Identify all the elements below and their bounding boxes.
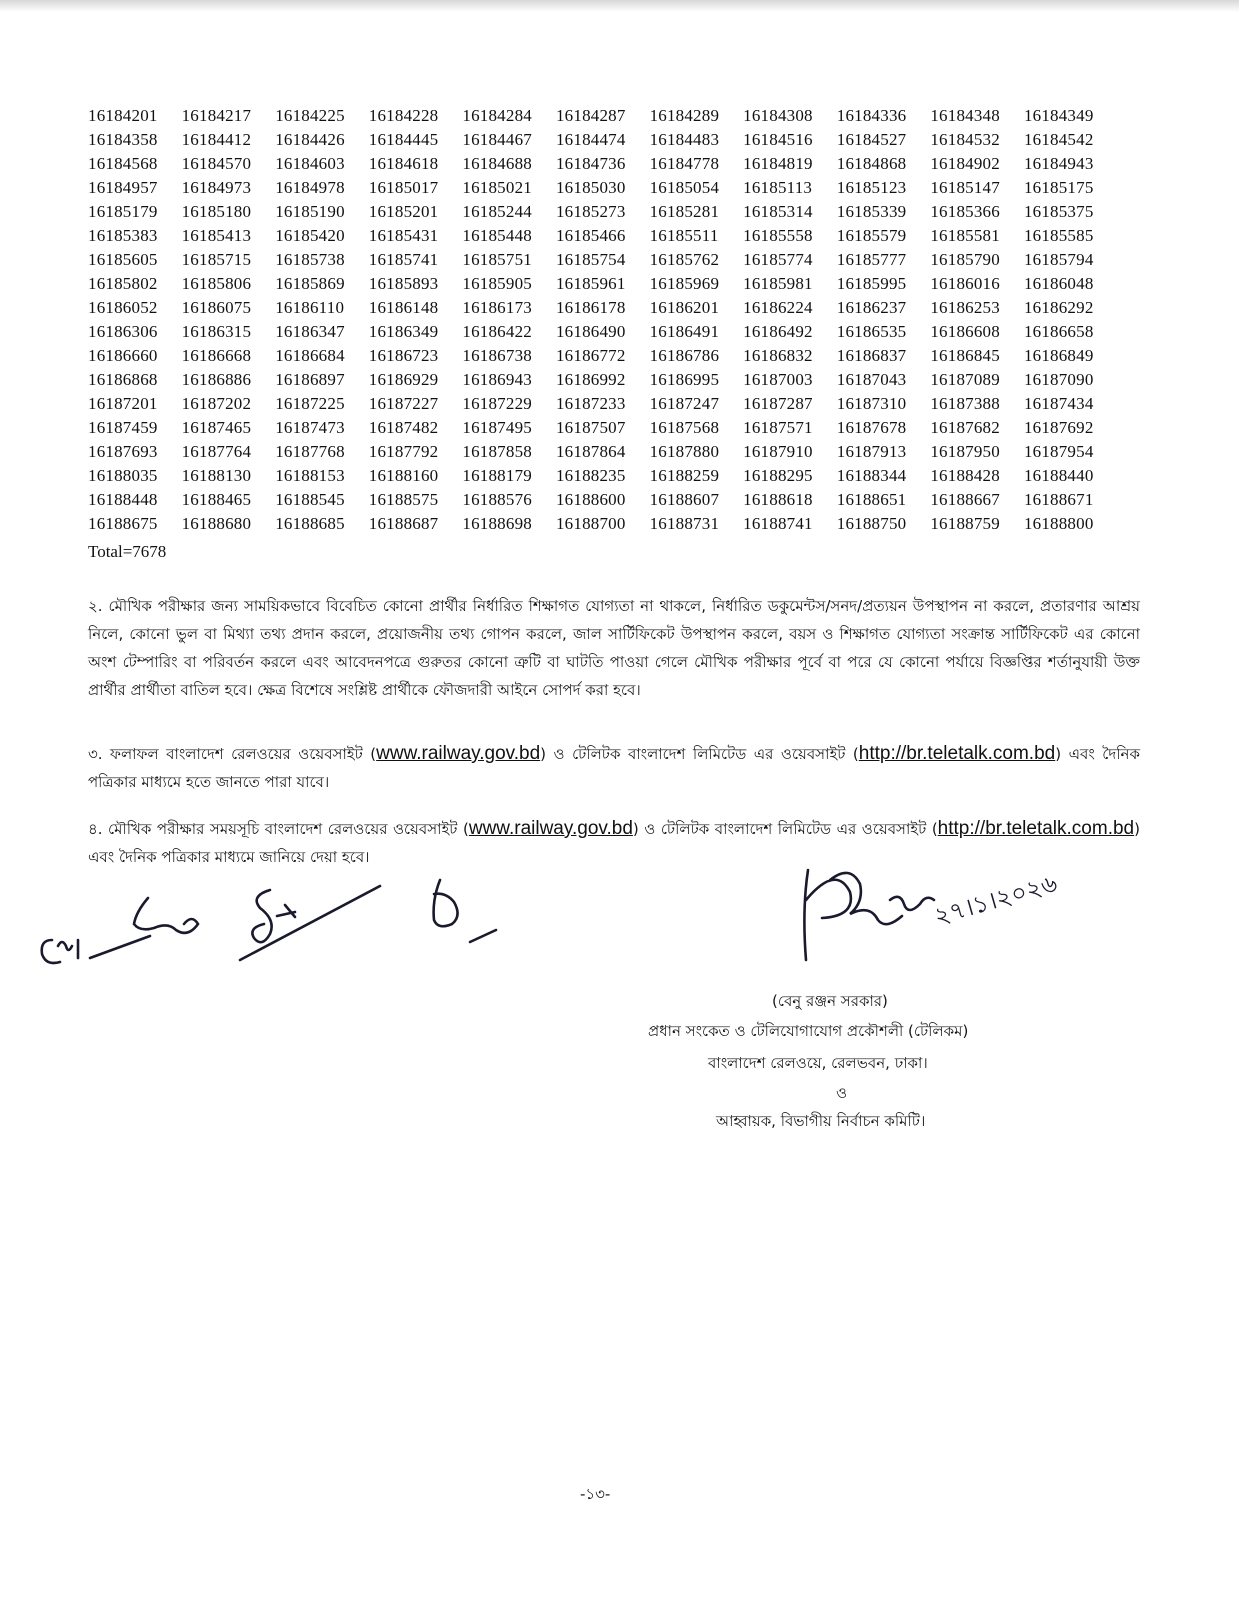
roll-number: 16185179 (88, 202, 158, 221)
roll-number: 16187229 (462, 394, 532, 413)
roll-number: 16188440 (1023, 466, 1094, 485)
roll-number: 16188259 (649, 466, 720, 485)
roll-number: 16186684 (275, 346, 345, 365)
roll-number: 16187225 (275, 394, 345, 413)
roll-number: 16186886 (181, 370, 252, 389)
roll-number: 16187089 (930, 370, 1000, 389)
roll-number: 16187287 (743, 394, 813, 413)
roll-number: 16188675 (88, 514, 158, 533)
roll-number: 16188671 (1023, 490, 1094, 509)
roll-number: 16187880 (649, 442, 720, 461)
roll-number: 16184532 (930, 130, 1000, 149)
roll-number: 16184570 (181, 154, 252, 173)
signatory-and: ও (836, 1084, 848, 1102)
roll-number: 16188448 (88, 490, 158, 509)
roll-number: 16186992 (555, 370, 626, 389)
roll-number: 16184603 (275, 154, 345, 173)
roll-number: 16184819 (743, 154, 813, 173)
roll-number: 16187459 (88, 418, 158, 437)
roll-number: 16185790 (930, 250, 1000, 269)
roll-number: 16185754 (555, 250, 626, 269)
roll-number: 16185511 (649, 226, 719, 245)
roll-number: 16186253 (930, 298, 1000, 317)
teletalk-website-link[interactable]: http://br.teletalk.com.bd (858, 743, 1056, 764)
roll-number: 16186660 (88, 346, 158, 365)
roll-number: 16186292 (1023, 298, 1094, 317)
roll-number: 16187465 (181, 418, 252, 437)
roll-number: 16187482 (368, 418, 439, 437)
roll-number: 16186173 (462, 298, 532, 317)
roll-number: 16188698 (462, 514, 532, 533)
roll-number: 16185961 (555, 274, 626, 293)
roll-number: 16188731 (649, 514, 720, 533)
roll-number: 16185314 (743, 202, 813, 221)
roll-number: 16185806 (181, 274, 252, 293)
signatory-name: (বেনু রঞ্জন সরকার) (772, 992, 888, 1010)
paragraph-3 (88, 740, 1140, 796)
signatory-role: আহ্বায়ক, বিভাগীয় নির্বাচন কমিটি। (716, 1112, 926, 1130)
roll-number: 16187913 (836, 442, 907, 461)
roll-number: 16187247 (649, 394, 720, 413)
signatory-title: প্রধান সংকেত ও টেলিযোগাযোগ প্রকৌশলী (টেলিকম) (648, 1022, 969, 1040)
roll-number: 16188545 (275, 490, 345, 509)
roll-number: 16185054 (649, 178, 720, 197)
roll-number: 16185190 (275, 202, 345, 221)
roll-number: 16187910 (743, 442, 813, 461)
roll-number: 16186738 (462, 346, 532, 365)
roll-number: 16187682 (930, 418, 1000, 437)
roll-number: 16185995 (836, 274, 907, 293)
roll-number: 16185448 (462, 226, 532, 245)
roll-number: 16186491 (649, 322, 720, 341)
roll-number: 16184973 (181, 178, 252, 197)
roll-number: 16188700 (555, 514, 626, 533)
roll-number: 16184445 (368, 130, 439, 149)
roll-number: 16187792 (368, 442, 439, 461)
roll-number: 16185777 (836, 250, 907, 269)
scan-edge (0, 0, 1239, 12)
roll-number: 16187227 (368, 394, 439, 413)
roll-number: 16187507 (555, 418, 626, 437)
roll-number: 16185466 (555, 226, 626, 245)
roll-number: 16188576 (462, 490, 532, 509)
roll-number: 16188160 (368, 466, 439, 485)
roll-number: 16186772 (555, 346, 626, 365)
paragraph-4-middle: ) ও টেলিটক বাংলাদেশ লিমিটেড এর ওয়েবসাইট ( (632, 820, 938, 838)
roll-number: 16187568 (649, 418, 720, 437)
roll-number: 16186849 (1023, 346, 1094, 365)
roll-number: 16186668 (181, 346, 252, 365)
committee-signatures (30, 870, 530, 980)
roll-number: 16187678 (836, 418, 907, 437)
roll-number: 16188465 (181, 490, 252, 509)
roll-number: 16186868 (88, 370, 158, 389)
roll-number: 16186995 (649, 370, 720, 389)
roll-number: 16184412 (181, 130, 252, 149)
roll-number: 16186929 (368, 370, 439, 389)
roll-number: 16185579 (836, 226, 907, 245)
paragraph-3-suffix: ) এবং দৈনিক পত্রিকার মাধ্যমে হতে জানতে পারা যাবে। (88, 745, 1140, 791)
roll-number: 16188035 (88, 466, 158, 485)
roll-number: 16187693 (88, 442, 158, 461)
roll-number: 16187233 (555, 394, 626, 413)
roll-number: 16187310 (836, 394, 907, 413)
roll-number: 16186315 (181, 322, 252, 341)
roll-number: 16187764 (181, 442, 252, 461)
roll-number: 16186943 (462, 370, 532, 389)
roll-number: 16185794 (1023, 250, 1094, 269)
roll-number: 16187954 (1023, 442, 1094, 461)
teletalk-website-link-2[interactable]: http://br.teletalk.com.bd (937, 818, 1135, 839)
roll-number: 16184902 (930, 154, 1000, 173)
roll-number: 16187692 (1023, 418, 1094, 437)
roll-number: 16187202 (181, 394, 252, 413)
roll-number: 16186201 (649, 298, 720, 317)
roll-number: 16184688 (462, 154, 532, 173)
roll-number: 16185413 (181, 226, 252, 245)
roll-number: 16185017 (368, 178, 439, 197)
roll-number: 16186237 (836, 298, 907, 317)
roll-number: 16184201 (88, 106, 158, 125)
roll-number: 16186845 (930, 346, 1000, 365)
roll-number: 16184467 (462, 130, 532, 149)
roll-number: 16185585 (1023, 226, 1094, 245)
roll-number: 16188600 (555, 490, 626, 509)
signatory-office: বাংলাদেশ রেলওয়ে, রেলভবন, ঢাকা। (708, 1054, 928, 1072)
roll-number: 16188680 (181, 514, 252, 533)
roll-number: 16185869 (275, 274, 345, 293)
roll-number: 16184358 (88, 130, 158, 149)
roll-number: 16186052 (88, 298, 158, 317)
roll-number: 16186178 (555, 298, 626, 317)
roll-number: 16185244 (462, 202, 532, 221)
roll-number: 16185383 (88, 226, 158, 245)
roll-number: 16184308 (743, 106, 813, 125)
roll-number: 16184349 (1023, 106, 1094, 125)
roll-number: 16186075 (181, 298, 252, 317)
roll-number: 16184568 (88, 154, 158, 173)
roll-number: 16185741 (368, 250, 439, 269)
roll-number: 16187003 (743, 370, 813, 389)
roll-number: 16184542 (1023, 130, 1094, 149)
roll-number: 16187495 (462, 418, 532, 437)
roll-number-grid (88, 104, 1158, 536)
roll-number: 16185802 (88, 274, 158, 293)
roll-number: 16184474 (555, 130, 626, 149)
roll-number: 16188235 (555, 466, 626, 485)
roll-number: 16188575 (368, 490, 439, 509)
roll-number: 16185981 (743, 274, 813, 293)
roll-number: 16185751 (462, 250, 532, 269)
roll-number: 16184228 (368, 106, 439, 125)
roll-number: 16187043 (836, 370, 907, 389)
roll-number: 16188344 (836, 466, 907, 485)
roll-number: 16184217 (181, 106, 252, 125)
roll-number: 16186897 (275, 370, 345, 389)
roll-number: 16186110 (275, 298, 345, 317)
roll-number: 16185431 (368, 226, 439, 245)
roll-number: 16185175 (1023, 178, 1094, 197)
roll-number: 16188667 (930, 490, 1000, 509)
roll-number: 16188428 (930, 466, 1000, 485)
roll-number: 16187858 (462, 442, 532, 461)
roll-number: 16186016 (930, 274, 1000, 293)
roll-number: 16188618 (743, 490, 813, 509)
roll-number: 16188800 (1023, 514, 1094, 533)
roll-number: 16187571 (743, 418, 813, 437)
roll-number: 16186837 (836, 346, 907, 365)
roll-number: 16185375 (1023, 202, 1094, 221)
roll-number: 16185147 (930, 178, 1000, 197)
roll-number: 16187473 (275, 418, 345, 437)
roll-number: 16185201 (368, 202, 439, 221)
roll-number: 16186347 (275, 322, 345, 341)
roll-number: 16187201 (88, 394, 158, 413)
roll-number: 16188295 (743, 466, 813, 485)
roll-number: 16188179 (462, 466, 532, 485)
roll-number: 16184978 (275, 178, 345, 197)
paragraph-3-prefix: ৩. ফলাফল বাংলাদেশ রেলওয়ের ওয়েবসাইট ( (88, 745, 377, 763)
roll-number: 16184287 (555, 106, 626, 125)
page-number: -১৩- (580, 1485, 611, 1503)
roll-number: 16186608 (930, 322, 1000, 341)
roll-number: 16186148 (368, 298, 439, 317)
roll-number: 16185715 (181, 250, 252, 269)
roll-number: 16186490 (555, 322, 626, 341)
roll-number: 16185905 (462, 274, 532, 293)
roll-number: 16185605 (88, 250, 158, 269)
roll-number: 16186349 (368, 322, 439, 341)
railway-website-link[interactable]: www.railway.gov.bd (376, 743, 541, 764)
roll-number: 16184225 (275, 106, 345, 125)
roll-number: 16184527 (836, 130, 907, 149)
roll-number: 16184289 (649, 106, 720, 125)
roll-number: 16184516 (743, 130, 813, 149)
roll-number: 16184778 (649, 154, 720, 173)
roll-number: 16188750 (836, 514, 907, 533)
roll-number: 16185581 (930, 226, 1000, 245)
roll-number: 16185738 (275, 250, 345, 269)
roll-number: 16187864 (555, 442, 626, 461)
roll-number: 16188685 (275, 514, 345, 533)
roll-number: 16186224 (743, 298, 813, 317)
roll-number: 16185180 (181, 202, 252, 221)
roll-number: 16184618 (368, 154, 439, 173)
roll-number: 16185339 (836, 202, 907, 221)
paragraph-4-prefix: ৪. মৌখিক পরীক্ষার সময়সূচি বাংলাদেশ রেলওয়ের ওয়েবসাইট ( (88, 820, 469, 838)
roll-number: 16186658 (1023, 322, 1094, 341)
roll-number: 16184348 (930, 106, 1000, 125)
roll-number: 16185420 (275, 226, 345, 245)
roll-number: 16186306 (88, 322, 158, 341)
roll-number: 16186422 (462, 322, 532, 341)
roll-number: 16184868 (836, 154, 907, 173)
paragraph-3-middle: ) ও টেলিটক বাংলাদেশ লিমিটেড এর ওয়েবসাইট ( (540, 745, 859, 763)
roll-number: 16187388 (930, 394, 1000, 413)
roll-number: 16185113 (743, 178, 813, 197)
roll-number: 16187950 (930, 442, 1000, 461)
roll-number: 16185021 (462, 178, 532, 197)
signature-date: ২৭।১।২০২৬ (931, 869, 1061, 931)
roll-number: 16187768 (275, 442, 345, 461)
roll-number: 16185366 (930, 202, 1000, 221)
roll-number: 16186048 (1023, 274, 1094, 293)
roll-number: 16188687 (368, 514, 439, 533)
roll-number: 16188759 (930, 514, 1000, 533)
total-count: Total=7678 (88, 542, 167, 561)
roll-number: 16185969 (649, 274, 720, 293)
roll-number: 16187434 (1023, 394, 1094, 413)
roll-number: 16185281 (649, 202, 720, 221)
roll-number: 16185123 (836, 178, 907, 197)
roll-number: 16185762 (649, 250, 720, 269)
roll-number: 16186832 (743, 346, 813, 365)
roll-number: 16185774 (743, 250, 813, 269)
roll-number: 16186492 (743, 322, 813, 341)
roll-number: 16188153 (275, 466, 345, 485)
roll-number: 16185558 (743, 226, 813, 245)
roll-number: 16184957 (88, 178, 158, 197)
paragraph-4-suffix: ) এবং দৈনিক পত্রিকার মাধ্যমে জানিয়ে দেয়া হবে। (88, 820, 1140, 866)
roll-number: 16188130 (181, 466, 252, 485)
roll-number: 16188651 (836, 490, 907, 509)
roll-number: 16184336 (836, 106, 907, 125)
roll-number: 16185893 (368, 274, 439, 293)
roll-number: 16186535 (836, 322, 907, 341)
roll-number: 16186786 (649, 346, 720, 365)
roll-number: 16188607 (649, 490, 720, 509)
roll-number: 16185030 (555, 178, 626, 197)
roll-number: 16185273 (555, 202, 626, 221)
roll-number: 16184483 (649, 130, 720, 149)
roll-number: 16184736 (555, 154, 626, 173)
roll-number: 16187090 (1023, 370, 1094, 389)
roll-number: 16184284 (462, 106, 532, 125)
roll-number: 16186723 (368, 346, 439, 365)
railway-website-link-2[interactable]: www.railway.gov.bd (468, 818, 633, 839)
roll-number: 16188741 (743, 514, 813, 533)
roll-number: 16184943 (1023, 154, 1094, 173)
roll-number: 16184426 (275, 130, 345, 149)
paragraph-2: ২. মৌখিক পরীক্ষার জন্য সাময়িকভাবে বিবেচিত কোনো প্রার্থীর নির্ধারিত শিক্ষাগত যোগ্যতা না থাকলে, নির্ধারিত ডকুমেন্টস/সনদ/প্রত্যয়ন উপস্থাপন না করলে, প্রতারণার আশ্রয় নিলে, কোনো ভুল বা মিথ্যা তথ্য প্রদান করলে, প্রয়োজনীয় তথ্য গোপন করলে, জাল সার্টিফিকেট উপস্থাপন করলে, বয়স ও শিক্ষাগত যোগ্যতা সংক্রান্ত সার্টিফিকেট এর কোনো অংশ টেম্পারিং বা পরিবর্তন করলে এবং আবেদনপত্রে গুরুতর কোনো ত্রুটি বা ঘাটতি পাওয়া গেলে মৌখিক পরীক্ষার পূর্বে বা পরে যে কোনো পর্যায়ে বিজ্ঞপ্তির শর্তানুযায়ী উক্ত প্রার্থীর প্রার্থীতা বাতিল হবে। ক্ষেত্র বিশেষে সংশ্লিষ্ট প্রার্থীকে ফৌজদারী আইনে সোপর্দ করা হবে। (88, 597, 1140, 699)
